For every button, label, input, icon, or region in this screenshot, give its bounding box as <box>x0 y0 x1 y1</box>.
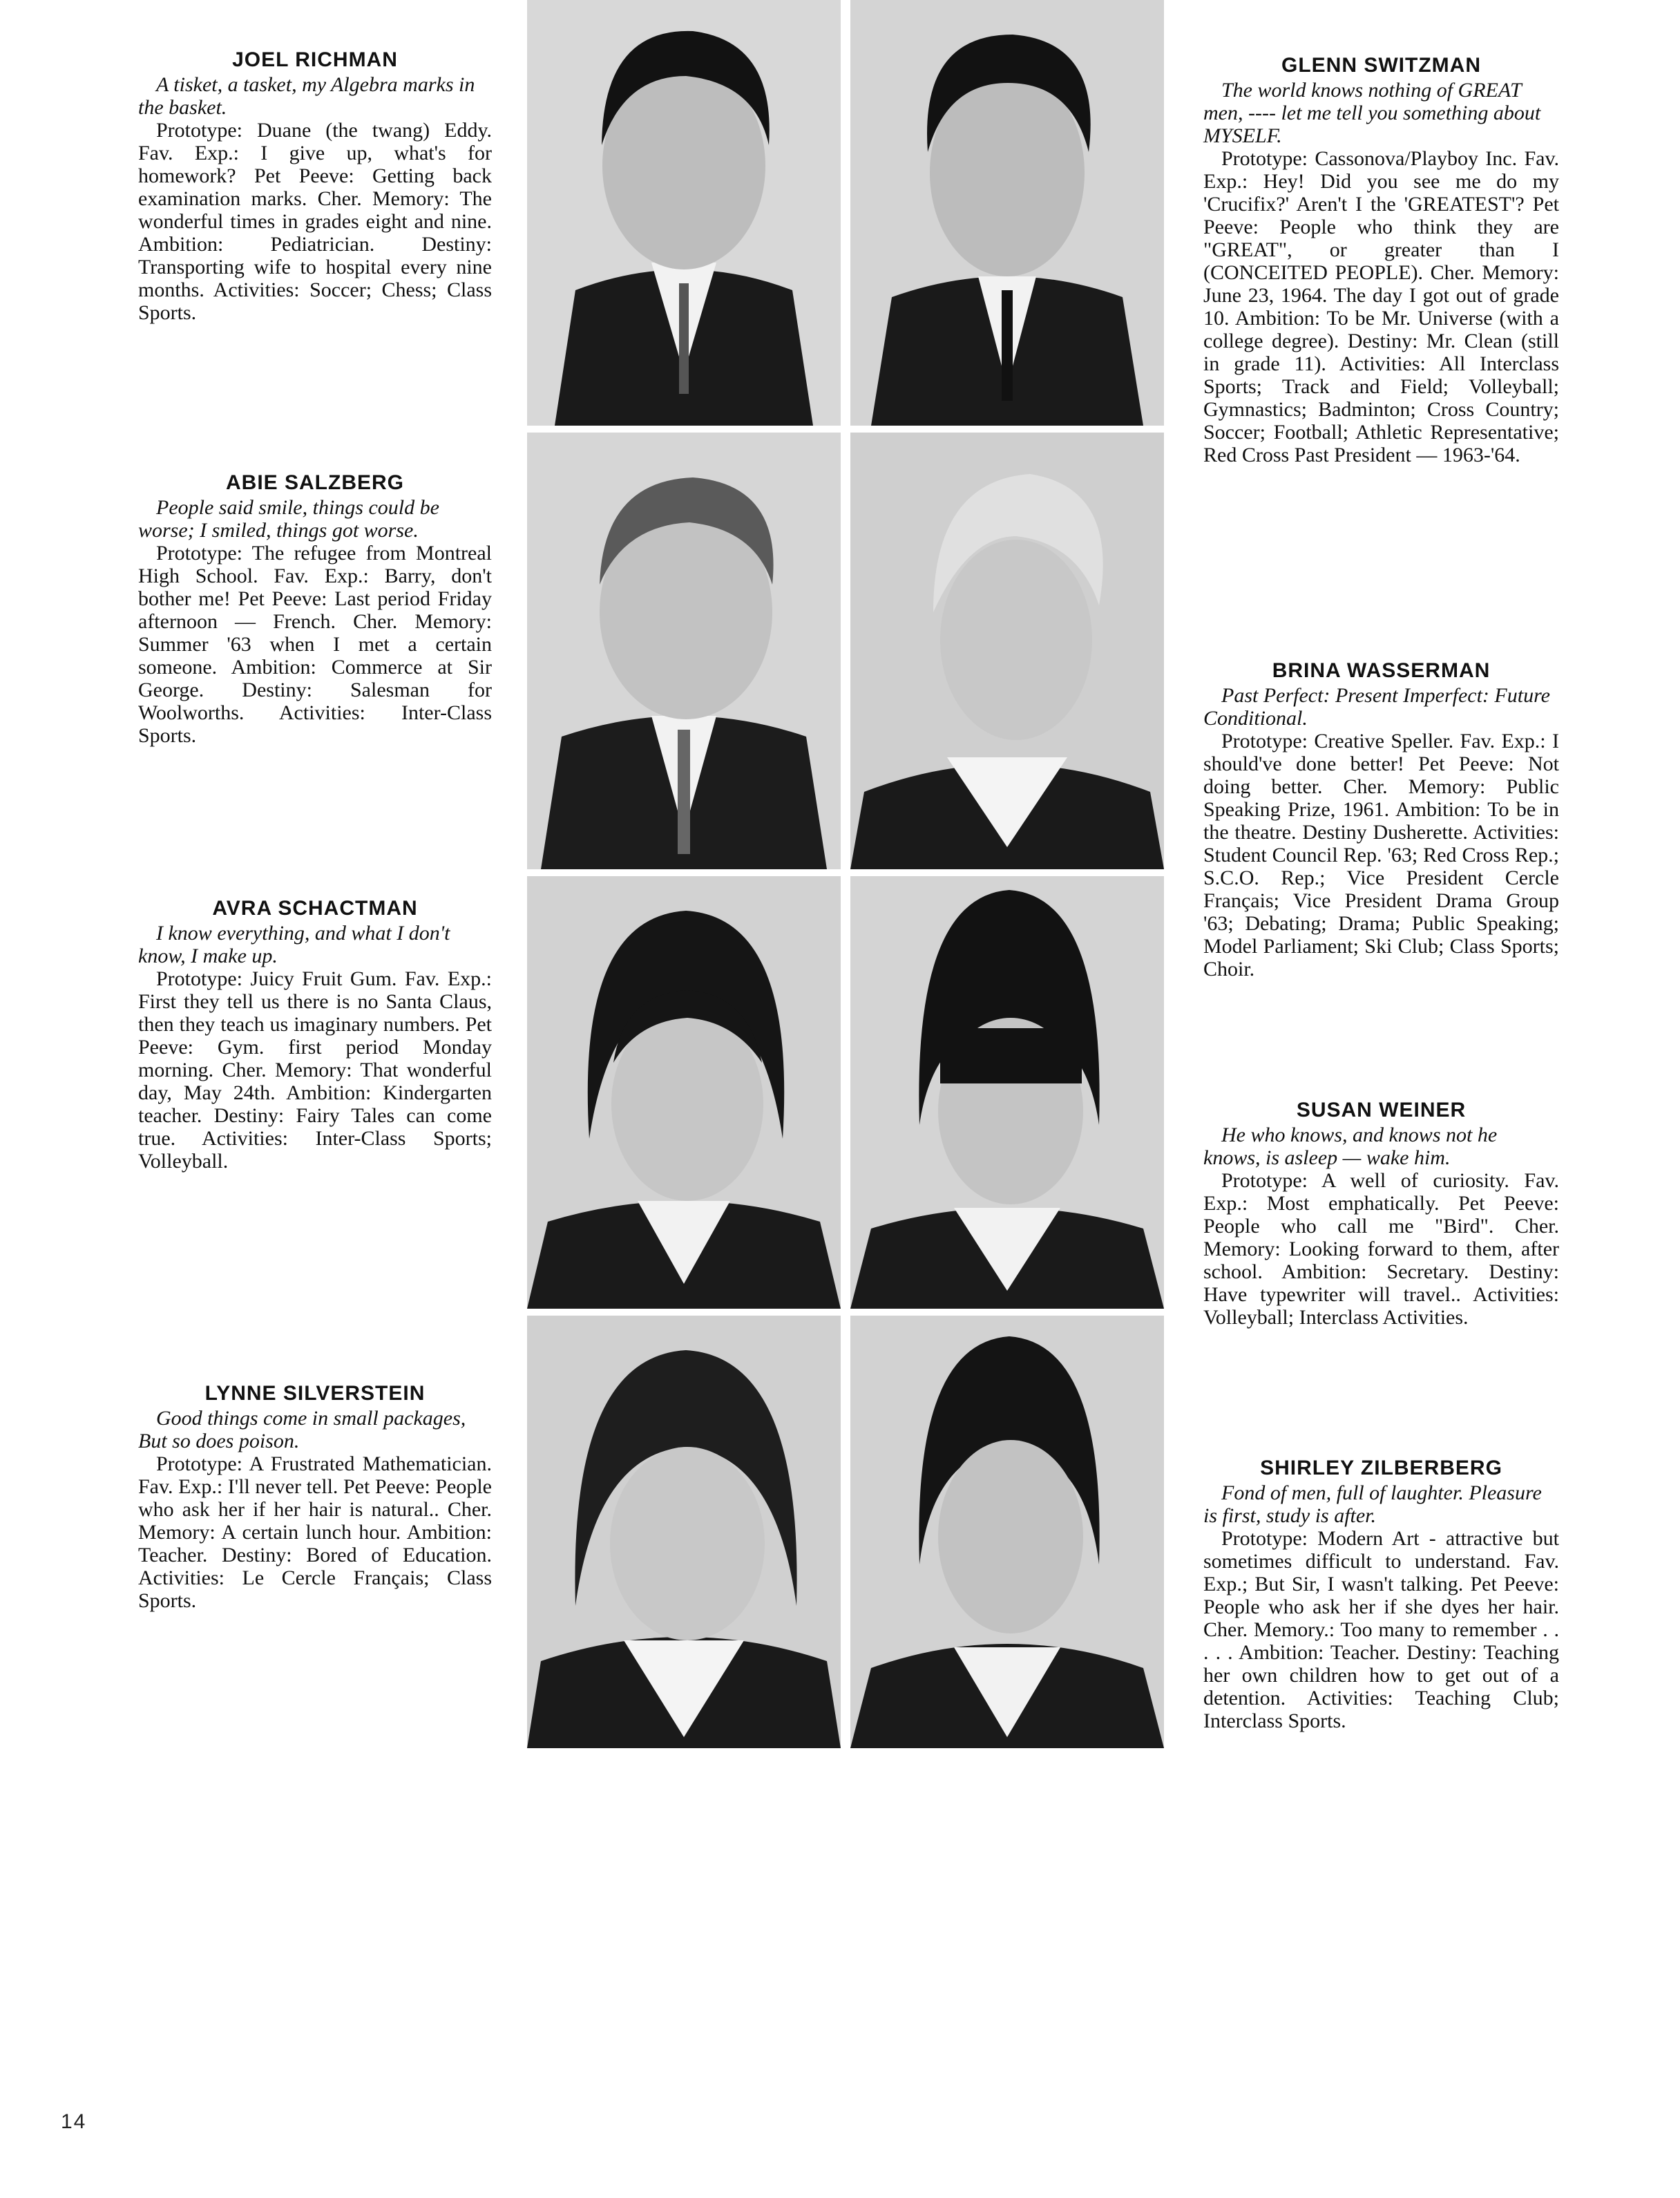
bio-text: Prototype: Juicy Fruit Gum. Fav. Exp.: First they tell us there is no Santa Claus, then they teach us imaginary numbers. Pet Peeve: Gym. first period Monday morning. Cher. Memory: That wonderful day, May 24th. Ambition: Kindergarten teacher. Destiny: Fairy Tales can come true. Activities: Inter-Class Sports; Volleyball. <box>138 967 492 1173</box>
bio-name: SHIRLEY ZILBERBERG <box>1260 1457 1502 1479</box>
bio-name: JOEL RICHMAN <box>232 48 398 71</box>
bio-text: Prototype: A well of curiosity. Fav. Exp.: Most emphatically. Pet Peeve: People who call me "Bird". Cher. Memory: Looking forward to them, after school. Ambition: Secretary. Destiny: Have typewriter will travel.. Activities: Volleyball; Interclass Activities. <box>1203 1169 1559 1329</box>
bio-name: LYNNE SILVERSTEIN <box>204 1382 426 1405</box>
portrait-susan-weiner <box>850 876 1164 1309</box>
bio-quote: Fond of men, full of laughter. Pleasure is first, study is after. <box>1203 1481 1542 1527</box>
portrait-brina-wasserman <box>850 433 1164 869</box>
bio-joel-richman <box>138 48 492 324</box>
portrait-shirley-zilberberg <box>850 1316 1164 1748</box>
portrait-avra-schactman <box>527 876 841 1309</box>
bio-susan-weiner <box>1203 1099 1559 1329</box>
bio-name: AVRA SCHACTMAN <box>212 897 418 920</box>
bio-name: GLENN SWITZMAN <box>1281 54 1481 77</box>
bio-lynne-silverstein <box>138 1382 492 1612</box>
bio-text: Prototype: The refugee from Montreal High School. Fav. Exp.: Barry, don't bother me! Pet Peeve: Last period Friday afternoon — French. Cher. Memory: Summer '63 when I met a certain someone. Ambition: Commerce at Sir George. Destiny: Salesman for Woolworths. Activities: Inter-Class Sports. <box>138 542 492 747</box>
bio-quote: Past Perfect: Present Imperfect: Future Conditional. <box>1203 684 1550 730</box>
portrait-abie-salzberg <box>527 433 841 869</box>
portrait-lynne-silverstein <box>527 1316 841 1748</box>
bio-shirley-zilberberg <box>1203 1457 1559 1732</box>
bio-glenn-switzman <box>1203 54 1559 466</box>
bio-abie-salzberg <box>138 471 492 747</box>
bio-text: Prototype: Modern Art - attractive but sometimes difficult to understand. Fav. Exp.; But Sir, I wasn't talking. Pet Peeve: People who ask her if she dyes her hair. Cher. Memory.: Too many to remember . . . . . Ambition: Teacher. Destiny: Teaching her own children how to get out of a detention. Activities: Teaching Club; Interclass Sports. <box>1203 1527 1559 1732</box>
bio-text: Prototype: Creative Speller. Fav. Exp.: I should've done better! Pet Peeve: Not doing better. Cher. Memory: Public Speaking Prize, 1961. Ambition: To be in the theatre. Destiny Dusherette. Activities: Student Council Rep. '63; Red Cross Rep.; S.C.O. Rep.; Vice President Cercle Français; Vice President Drama Group '63; Debating; Drama; Public Speaking; Model Parliament; Ski Club; Class Sports; Choir. <box>1203 730 1559 980</box>
portrait-glenn-switzman <box>850 0 1164 426</box>
bio-quote: People said smile, things could be worse; I smiled, things got worse. <box>138 496 439 542</box>
bio-brina-wasserman <box>1203 659 1559 980</box>
bio-name: ABIE SALZBERG <box>225 471 404 494</box>
bio-avra-schactman <box>138 897 492 1173</box>
bio-quote: A tisket, a tasket, my Algebra marks in the basket. <box>138 73 475 119</box>
bio-text: Prototype: Cassonova/Playboy Inc. Fav. Exp.: Hey! Did you see me do my 'Crucifix?' Aren't I the 'GREATEST'? Pet Peeve: People who think they are "GREAT", or greater than I (CONCEITED PEOPLE). Cher. Memory: June 23, 1964. The day I got out of grade 10. Ambition: To be Mr. Universe (with a college degree). Destiny: Mr. Clean (still in grade 11). Activities: All Interclass Sports; Track and Field; Volleyball; Gymnastics; Badminton; Cross Country; Soccer; Football; Athletic Representative; Red Cross Past President — 1963-'64. <box>1203 147 1559 466</box>
bio-quote: I know everything, and what I don't know, I make up. <box>138 922 450 967</box>
bio-name: SUSAN WEINER <box>1296 1099 1467 1121</box>
bio-text: Prototype: Duane (the twang) Eddy. Fav. Exp.: I give up, what's for homework? Pet Peeve: Getting back examination marks. Cher. Memory: The wonderful times in grades eight and nine. Ambition: Pediatrician. Destiny: Transporting wife to hospital every nine months. Activities: Soccer; Chess; Class Sports. <box>138 119 492 324</box>
bio-quote: He who knows, and knows not he knows, is asleep — wake him. <box>1203 1124 1498 1169</box>
bio-quote: The world knows nothing of GREAT men, ---- let me tell you something about MYSELF. <box>1203 79 1541 147</box>
bio-text: Prototype: A Frustrated Mathematician. Fav. Exp.: I'll never tell. Pet Peeve: People who ask her if her hair is natural.. Cher. Memory: A certain lunch hour. Ambition: Teacher. Destiny: Bored of Education. Activities: Le Cercle Français; Class Sports. <box>138 1452 492 1612</box>
page-number: 14 <box>61 2110 87 2133</box>
portrait-joel-richman <box>527 0 841 426</box>
bio-name: BRINA WASSERMAN <box>1272 659 1491 682</box>
portrait-grid <box>527 0 1164 1748</box>
bio-quote: Good things come in small packages, But so does poison. <box>138 1407 466 1452</box>
